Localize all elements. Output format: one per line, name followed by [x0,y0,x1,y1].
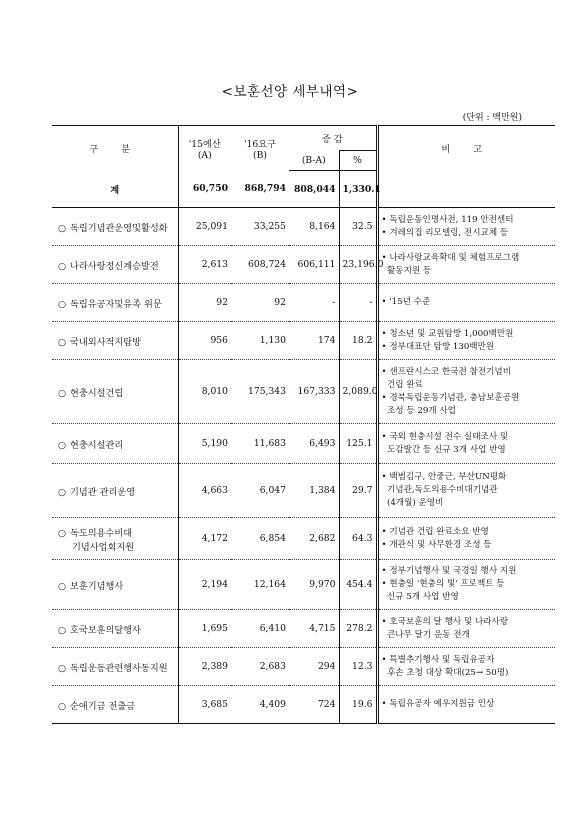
total-budget15: 60,750 [178,171,231,208]
row-percent: 18.2 [339,322,377,360]
row-request16: 608,724 [231,246,289,284]
row-change: 167,333 [289,360,339,424]
row-note [377,648,555,686]
row-category [52,322,178,360]
row-category [52,648,178,686]
table-row [52,284,555,322]
note-line: 기념관,독도의용수비대기념관 [381,485,498,495]
header-percent: % [339,151,377,171]
note-line: • 샌프란시스코 한국전 참전기념비 [381,366,512,377]
row-percent: 23,196.0 [339,246,377,284]
note-line: • 정부대표단 탐방 130백만원 [381,341,495,352]
note-line: • 경북독립운동기념관, 충남보훈공원 [381,392,520,403]
row-note [377,518,555,560]
row-percent: 64.3 [339,518,377,560]
circle-marker: ○ [58,662,67,674]
row-percent: - [339,284,377,322]
row-name: 순애기금 전출금 [70,700,136,712]
row-category [52,360,178,424]
header-budget15: '15예산 (A) [178,126,231,171]
note-line: • 호국보훈의 달 행사 및 나라사랑 [381,616,509,627]
row-category [52,246,178,284]
note-line: • 특별추기행사 및 독립유공자 [381,654,495,665]
header-change-sub: (B-A) [289,151,339,171]
note-line: • 청소년 및 교원탐방 1,000백만원 [381,328,514,339]
document-title: <보훈선양 세부내역> [221,84,359,100]
row-category [52,208,178,246]
table-row [52,560,555,610]
row-change: 724 [289,686,339,724]
row-percent: 454.4 [339,560,377,610]
row-percent: 32.5 [339,208,377,246]
circle-marker: ○ [58,527,67,539]
row-request16: 11,683 [231,424,289,464]
row-name: 나라사랑정신계승발전 [70,260,159,272]
row-percent: 19.6 [339,686,377,724]
row-note [377,208,555,246]
row-change: 294 [289,648,339,686]
row-name: 현충시설건립 [70,387,124,399]
row-change: 174 [289,322,339,360]
table-row [52,208,555,246]
note-line: 활동지원 등 [381,265,432,276]
circle-marker: ○ [58,387,67,399]
row-budget15: 4,172 [178,518,231,560]
header-note: 비 고 [377,126,555,171]
total-row [52,171,555,208]
note-line: • 개관식 및 사무환경 조성 등 [381,539,492,550]
table-row [52,686,555,724]
circle-marker: ○ [58,222,67,234]
row-request16: 6,854 [231,518,289,560]
table-row [52,648,555,686]
row-note [377,246,555,284]
circle-marker: ○ [58,336,67,348]
note-line: 도감발간 등 신규 3개 사업 반영 [381,444,506,455]
unit-label: (단위 : 백만원) [462,113,522,123]
row-change: 4,715 [289,610,339,648]
row-note [377,322,555,360]
note-line: 큰나무 달기 운동 전개 [381,629,470,640]
note-line: • 독립운동인명사전, 119 안전센터 [381,214,514,225]
row-category [52,560,178,610]
row-note [377,424,555,464]
row-name: 호국보훈의달행사 [70,624,142,636]
note-line: • 독립유공자 예우지원금 인상 [381,699,495,709]
row-name: 기념관 관리운영 [70,486,136,498]
row-name: 보훈기념행사 [70,580,124,592]
row-note [377,284,555,322]
header-request16: '16요구 (B) [231,126,289,171]
row-budget15: 4,663 [178,464,231,518]
row-change: 606,111 [289,246,339,284]
row-category [52,424,178,464]
row-percent: 2,089.0 [339,360,377,424]
row-percent: 278.2 [339,610,377,648]
circle-marker: ○ [58,260,67,272]
note-line: 후손 초청 대상 확대(25→ 50명) [381,667,509,678]
table-row [52,246,555,284]
note-line: 신규 5개 사업 반영 [381,592,459,602]
row-budget15: 2,613 [178,246,231,284]
total-percent: 1,330.1 [339,171,377,208]
circle-marker: ○ [58,298,67,310]
row-name: 독립운동관련행사동지원 [70,662,168,674]
circle-marker: ○ [58,580,67,592]
row-note [377,686,555,724]
row-budget15: 1,695 [178,610,231,648]
total-note [377,171,555,208]
table-row [52,424,555,464]
table-row [52,518,555,560]
row-request16: 92 [231,284,289,322]
note-line: • 기념관 건립 완료소요 반영 [381,526,489,537]
row-budget15: 2,389 [178,648,231,686]
note-line: (4개월) 운영비 [381,498,444,508]
row-percent: 125.1 [339,424,377,464]
row-change: 8,164 [289,208,339,246]
row-change: 1,384 [289,464,339,518]
row-note [377,360,555,424]
header-category: 구 분 [52,126,178,171]
row-change: 2,682 [289,518,339,560]
row-category [52,610,178,648]
row-budget15: 3,685 [178,686,231,724]
row-percent: 29.7 [339,464,377,518]
row-change: - [289,284,339,322]
total-request16: 868,794 [231,171,289,208]
row-change: 9,970 [289,560,339,610]
row-percent: 12.3 [339,648,377,686]
note-line: • 백범김구, 안중근, 부산UN평화 [381,472,507,482]
row-note [377,610,555,648]
row-name: 국내외사적지탐방 [70,336,142,348]
header-change: 증 감 [289,126,377,151]
row-budget15: 92 [178,284,231,322]
note-line: • '15년 수준 [381,297,431,307]
circle-marker: ○ [58,700,67,712]
row-budget15: 956 [178,322,231,360]
circle-marker: ○ [58,486,67,498]
table-row [52,360,555,424]
row-budget15: 25,091 [178,208,231,246]
row-category [52,518,178,560]
row-name: 현충시설관리 [70,439,124,451]
table-row [52,322,555,360]
circle-marker: ○ [58,439,67,451]
row-category [52,284,178,322]
row-note [377,560,555,610]
total-label: 계 [52,171,178,208]
table-row [52,464,555,518]
row-change: 6,493 [289,424,339,464]
row-budget15: 2,194 [178,560,231,610]
row-request16: 6,047 [231,464,289,518]
row-name: 기념사업회지원 [72,541,135,553]
note-line: 건립 완료 [381,379,423,390]
row-name: 독도의용수비대 [70,527,133,539]
row-request16: 33,255 [231,208,289,246]
row-request16: 1,130 [231,322,289,360]
note-line: • 겨레의집 리모델링, 전시교체 등 [381,227,509,238]
note-line: • 정부기념행사 및 국경일 행사 지원 [381,566,517,576]
row-request16: 4,409 [231,686,289,724]
note-line: • 나라사랑교육확대 및 체험프로그램 [381,252,520,263]
row-request16: 12,164 [231,560,289,610]
row-category [52,464,178,518]
budget-table [52,125,555,724]
row-request16: 2,683 [231,648,289,686]
note-line: • 현충일 '현충의 빛' 프로젝트 등 [381,579,505,589]
row-request16: 6,410 [231,610,289,648]
note-line: 조성 등 29개 사업 [381,405,456,416]
row-name: 독립기념관운영및활성화 [70,222,168,234]
row-category [52,686,178,724]
note-line: • 국외 현충시설 전수 실태조사 및 [381,431,509,442]
row-budget15: 8,010 [178,360,231,424]
row-budget15: 5,190 [178,424,231,464]
row-request16: 175,343 [231,360,289,424]
row-name: 독립유공자및유족 위문 [70,298,162,310]
row-note [377,464,555,518]
table-row [52,610,555,648]
circle-marker: ○ [58,624,67,636]
total-change: 808,044 [289,171,339,208]
